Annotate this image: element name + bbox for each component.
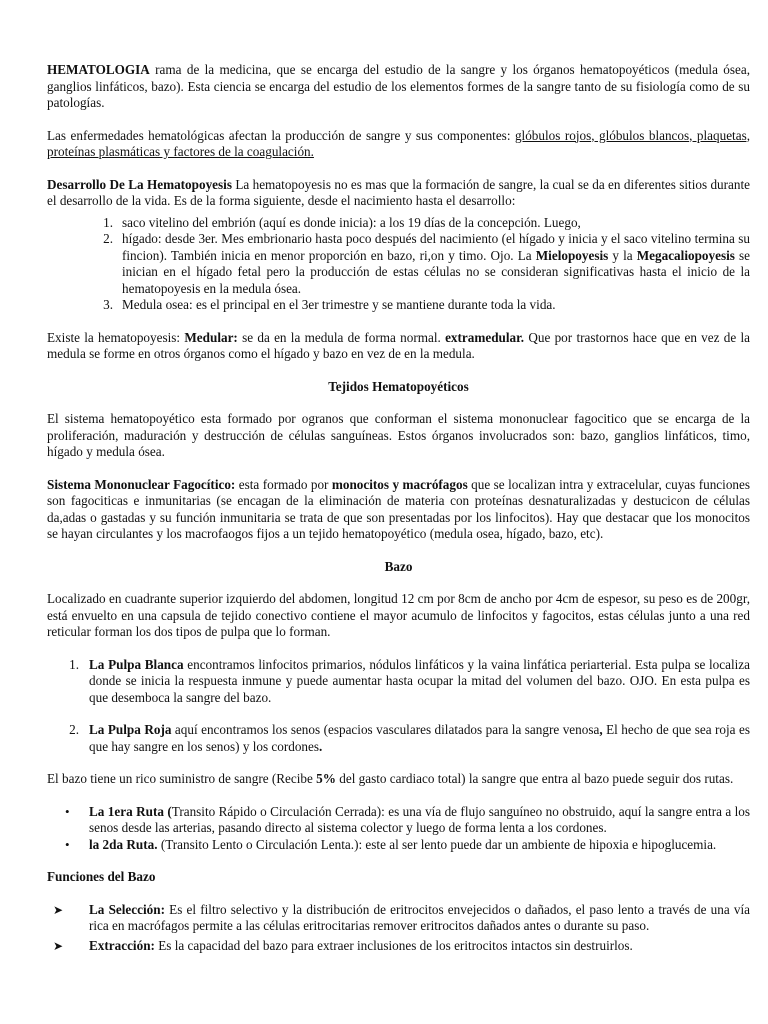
tissues-paragraph: El sistema hematopoyético esta formado por ogranos que conforman el sistema mononuclear fagocitico que se encarga de la proliferación, maduración y destrucción de células sanguíneas. Estos órganos involucrados son: bazo, ganglios linfáticos, timo, hígado y medula ósea.: [47, 411, 750, 459]
list-number: 3.: [103, 297, 113, 312]
route-1-term: La 1era Ruta (: [89, 803, 172, 819]
blood-text: El bazo tiene un rico suministro de sangre (Recibe: [47, 771, 317, 786]
list-item: [47, 804, 750, 837]
monocitos-term: monocitos y macrófagos: [331, 476, 468, 492]
list-number: 2.: [69, 722, 79, 737]
five-percent: 5%: [316, 771, 336, 786]
pulp-list: [47, 657, 750, 756]
exists-paragraph: [47, 330, 750, 363]
selection-term: La Selección:: [89, 901, 165, 917]
spleen-paragraph: Localizado en cuadrante superior izquierdo del abdomen, longitud 12 cm por 8cm de ancho por 4cm de espesor, su peso es de 200gr, está envuelto en una capsula de tejido conectivo contiene el mayor acumulo de linfocitos y fagocitos, estas células junto a una red reticular forman los dos tipos de pulpa que lo forman.: [47, 591, 750, 639]
list-item-text: Es la capacidad del bazo para extraer inclusiones de los eritrocitos intactos sin destruirlos.: [154, 937, 633, 953]
smf-text: esta formado por: [235, 476, 332, 492]
hematologia-title: HEMATOLOGIA: [47, 62, 150, 77]
list-number: 1.: [103, 214, 113, 230]
diseases-paragraph: [47, 128, 750, 161]
list-item: [47, 215, 750, 232]
list-item: [47, 902, 750, 935]
intro-text: rama de la medicina, que se encarga del estudio de la sangre y los órganos hematopoyéticos (medula ósea, ganglios linfáticos, bazo). Esta ciencia se encarga del estudio de los elementos formes de la sangre tanto de su fisiología como de su patologías.: [47, 62, 750, 110]
smf-text: que se localizan intra y extracelular, cuyas funciones son fagociticas e inmunitarias (se encagan de la eliminación de materia con proteínas desnaturalizadas y destucicon de células da,adas o gastadas y su función inmunitaria se trata de que son presentadas por los linfocitos). Hay que destacar que los monocitos se hayan circulantes y los macrofaogos fijos a un tejido hematopoyético (medula osea, hígado, bazo, etc).: [47, 476, 750, 541]
extramedular-term: extramedular.: [445, 329, 525, 345]
list-item: [47, 297, 750, 314]
mielopoyesis-term: Mielopoyesis: [535, 247, 609, 263]
bullet-icon: •: [65, 803, 70, 819]
list-item: [47, 657, 750, 707]
blood-supply-paragraph: [47, 771, 750, 788]
list-number: 1.: [69, 656, 79, 672]
functions-list: [47, 902, 750, 955]
list-item-text: El hecho de que sea roja es que hay sangre en los senos) y los cordones: [89, 722, 750, 754]
spleen-heading-text: Bazo: [384, 558, 413, 574]
development-paragraph: [47, 177, 750, 210]
route-2-term: la 2da Ruta.: [89, 836, 158, 852]
list-item-text: y la: [608, 247, 637, 263]
tissues-heading: [47, 379, 750, 396]
list-item-text: aquí encontramos los senos (espacios vasculares dilatados para la sangre venosa: [171, 722, 600, 737]
white-pulp-term: La Pulpa Blanca: [89, 656, 184, 672]
routes-list: [47, 804, 750, 854]
functions-heading-text: Funciones del Bazo: [47, 869, 156, 884]
list-item-text: se inician en el hígado fetal pero la producción de estas células no se consideran significativas hasta el inicio de la hematopoyesis en la medula ósea.: [122, 247, 750, 296]
exists-text: Que por trastornos hace que en vez de la medula se forme en otros órganos como el hígado y bazo en vez de en la medula.: [47, 329, 750, 361]
exists-text: se da en la medula de forma normal.: [237, 329, 446, 345]
development-list: [47, 215, 750, 314]
tissues-heading-text: Tejidos Hematopoyéticos: [328, 378, 469, 394]
development-title: Desarrollo De La Hematopoyesis: [47, 176, 232, 192]
medular-term: Medular:: [184, 329, 238, 345]
arrow-bullet-icon: ➤: [53, 938, 64, 953]
list-item-text: hígado: desde 3er. Mes embrionario hasta poco después del nacimiento (el hígado y inicia y el saco vitelino termina su fincion). También inicia en menor proporción en bazo, ri,on y timo. Ojo. La: [122, 231, 750, 263]
list-item: [47, 837, 750, 854]
list-item: [47, 231, 750, 297]
extraction-term: Extracción:: [89, 937, 155, 953]
diseases-components: glóbulos rojos, glóbulos blancos, plaquetas, proteínas plasmáticas y factores de la coagulación.: [47, 127, 750, 159]
list-item-text: (Transito Lento o Circulación Lenta.): este al ser lento puede dar un ambiente de hipoxia e hipoglucemia.: [157, 836, 717, 852]
list-item-text: Es el filtro selectivo y la distribución de eritrocitos envejecidos o dañados, el paso lento a través de una vía rica en macrófagos permite a las células eritrocitarias remover eritrocitos dañados antes o durante su paso.: [89, 901, 750, 933]
smf-title: Sistema Mononuclear Fagocítico:: [47, 476, 236, 492]
intro-paragraph: [47, 62, 750, 112]
list-item-text: Transito Rápido o Circulación Cerrada): es una vía de flujo sanguíneo no obstruido, aquí la sangre entra a los senos desde las arterias, pasando directo al sistema colector y luego de forma lenta a los cordones.: [89, 803, 750, 835]
list-item: [47, 722, 750, 755]
exists-text: Existe la hematopoyesis:: [47, 329, 185, 345]
functions-heading: [47, 869, 750, 886]
development-text: La hematopoyesis no es mas que la formación de sangre, la cual se da en diferentes sitios durante el desarrollo de la vida. Es de la forma siguiente, desde el nacimiento hasta el desarrollo:: [47, 176, 750, 208]
bold-comma: ,: [599, 722, 603, 737]
megacaliopoyesis-term: Megacaliopoyesis: [636, 247, 735, 263]
diseases-text: Las enfermedades hematológicas afectan la producción de sangre y sus componentes:: [47, 127, 515, 143]
list-item-text: encontramos linfocitos primarios, nódulos linfáticos y la vaina linfática periarterial. Esta pulpa se localiza donde se inicia la respuesta inmune y puede aumentar hasta ocupar la mitad del volumen del bazo. OJO. En esta pulpa es que desemboca la sangre del bazo.: [89, 656, 750, 705]
spleen-heading: [47, 559, 750, 576]
blood-text: del gasto cardiaco total) la sangre que entra al bazo puede seguir dos rutas.: [335, 771, 734, 786]
list-item: [47, 938, 750, 955]
list-number: 2.: [103, 231, 113, 246]
arrow-bullet-icon: ➤: [53, 902, 64, 917]
red-pulp-term: La Pulpa Roja: [89, 722, 172, 737]
bold-period: .: [319, 738, 323, 754]
list-item-text: saco vitelino del embrión (aquí es donde inicia): a los 19 días de la concepción. Luego,: [122, 214, 581, 230]
list-item-text: Medula osea: es el principal en el 3er trimestre y se mantiene durante toda la vida.: [122, 297, 556, 312]
smf-paragraph: [47, 477, 750, 543]
bullet-icon: •: [65, 836, 70, 852]
